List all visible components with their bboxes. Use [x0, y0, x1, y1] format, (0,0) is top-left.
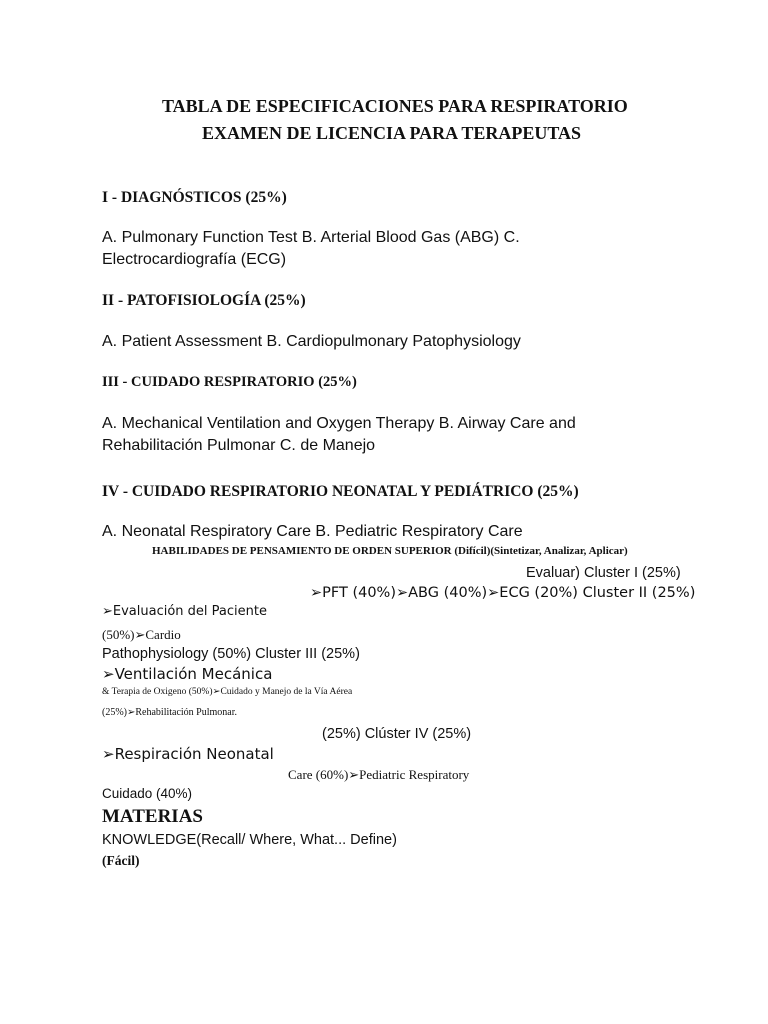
section-body-1-line-1: A. Pulmonary Function Test B. Arterial Blood Gas (ABG) C.: [102, 229, 520, 246]
facil-label: (Fácil): [102, 853, 140, 868]
habilidades-line: ➢PFT (40%)➢ABG (40%)➢ECG (20%) Cluster II (25%): [310, 585, 696, 601]
materias-heading: MATERIAS: [102, 806, 203, 827]
habilidades-line: ➢Evaluación del Paciente: [102, 604, 267, 619]
habilidades-line: (25%) Clúster IV (25%): [322, 726, 472, 742]
section-heading-2: II - PATOFISIOLOGÍA (25%): [102, 292, 306, 309]
habilidades-line: (25%)➢Rehabilitación Pulmonar.: [102, 707, 238, 718]
habilidades-line: Cuidado (40%): [102, 786, 193, 801]
section-body-3-line-2: Rehabilitación Pulmonar C. de Manejo: [102, 437, 376, 454]
habilidades-line: ➢Ventilación Mecánica: [102, 665, 273, 683]
section-body-3-line-1: A. Mechanical Ventilation and Oxygen Therapy B. Airway Care and: [102, 415, 576, 432]
title-line-2: EXAMEN DE LICENCIA PARA TERAPEUTAS: [202, 123, 582, 143]
section-body-1-line-2: Electrocardiografía (ECG): [102, 251, 287, 268]
title-line-1: TABLA DE ESPECIFICACIONES PARA RESPIRATORIO: [162, 96, 628, 116]
habilidades-line: & Terapia de Oxigeno (50%)➢Cuidado y Manejo de la Vía Aérea: [102, 687, 353, 697]
habilidades-line: Evaluar) Cluster I (25%): [526, 565, 681, 581]
habilidades-line: Pathophysiology (50%) Cluster III (25%): [102, 646, 360, 662]
section-body-4-line-1: A. Neonatal Respiratory Care B. Pediatric Respiratory Care: [102, 523, 523, 540]
habilidades-line: ➢Respiración Neonatal: [102, 745, 274, 763]
habilidades-heading: HABILIDADES DE PENSAMIENTO DE ORDEN SUPERIOR (Difícil)(Sintetizar, Analizar, Aplicar): [152, 545, 628, 557]
habilidades-line: Care (60%)➢Pediatric Respiratory: [288, 767, 470, 782]
knowledge-line: KNOWLEDGE(Recall/ Where, What... Define): [102, 832, 397, 848]
section-body-2-line-1: A. Patient Assessment B. Cardiopulmonary Patophysiology: [102, 333, 521, 350]
section-heading-4: IV - CUIDADO RESPIRATORIO NEONATAL Y PEDIÁTRICO (25%): [102, 483, 579, 500]
habilidades-line: (50%)➢Cardio: [102, 627, 181, 642]
section-heading-1: I - DIAGNÓSTICOS (25%): [102, 189, 287, 206]
section-heading-3: III - CUIDADO RESPIRATORIO (25%): [102, 374, 357, 390]
